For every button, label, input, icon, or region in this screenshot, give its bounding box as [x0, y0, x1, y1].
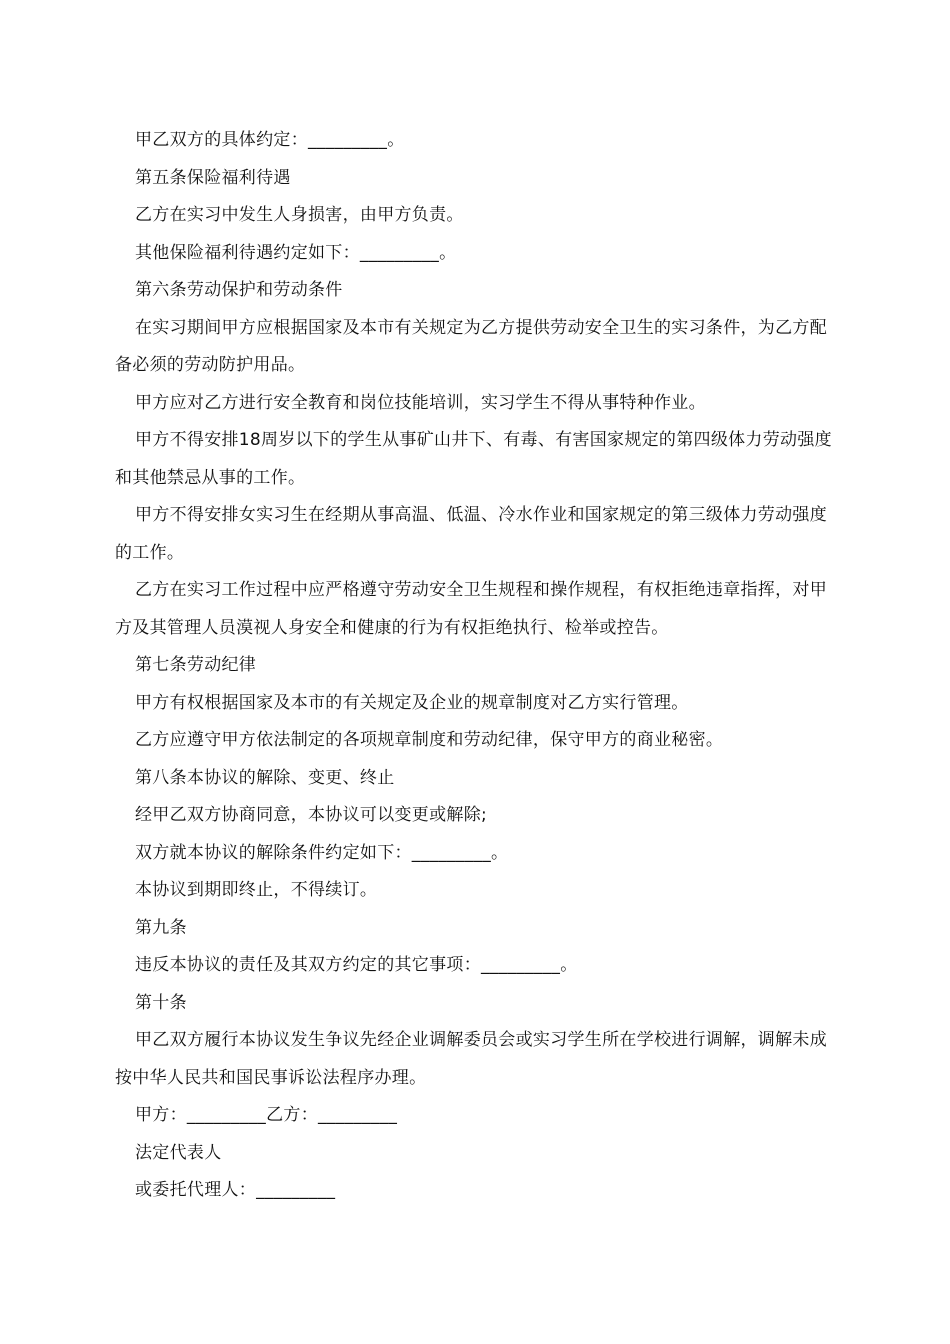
paragraph-safety-conditions: 在实习期间甲方应根据国家及本市有关规定为乙方提供劳动安全卫生的实习条件，为乙方配备必须的劳动防护用品。 [115, 317, 827, 375]
paragraph-other-insurance: 其他保险福利待遇约定如下：_________。 [135, 242, 457, 263]
paragraph-breach-liability: 违反本协议的责任及其双方约定的其它事项：_________。 [135, 955, 578, 975]
paragraph-safety-training: 甲方应对乙方进行安全教育和岗位技能培训，实习学生不得从事特种作业。 [135, 392, 706, 413]
paragraph-specific-agreement: 甲乙双方的具体约定：_________。 [135, 130, 405, 150]
paragraph-termination-conditions: 双方就本协议的解除条件约定如下：_________。 [135, 842, 509, 863]
document-body [115, 122, 835, 1210]
heading-article-10: 第十条 [135, 992, 187, 1013]
paragraph-confidentiality: 乙方应遵守甲方依法制定的各项规章制度和劳动纪律，保守甲方的商业秘密。 [135, 730, 724, 750]
heading-article-7: 第七条劳动纪律 [135, 655, 257, 675]
paragraph-minors-restriction: 甲方不得安排18周岁以下的学生从事矿山井下、有毒、有害国家规定的第四级体力劳动强度和其他禁忌从事的工作。 [115, 430, 832, 488]
paragraph-mutual-change: 经甲乙双方协商同意，本协议可以变更或解除; [135, 805, 488, 825]
heading-article-5: 第五条保险福利待遇 [135, 167, 291, 188]
signature-parties: 甲方：_________乙方：_________ [135, 1105, 398, 1125]
signature-authorized-agent: 或委托代理人：_________ [135, 1180, 336, 1200]
paragraph-management-right: 甲方有权根据国家及本市的有关规定及企业的规章制度对乙方实行管理。 [135, 692, 689, 713]
heading-article-6: 第六条劳动保护和劳动条件 [135, 280, 343, 300]
paragraph-student-rights: 乙方在实习工作过程中应严格遵守劳动安全卫生规程和操作规程，有权拒绝违章指挥，对甲方及其管理人员漠视人身安全和健康的行为有权拒绝执行、检举或控告。 [115, 580, 827, 638]
paragraph-dispute-resolution: 甲乙双方履行本协议发生争议先经企业调解委员会或实习学生所在学校进行调解，调解未成按中华人民共和国民事诉讼法程序办理。 [115, 1030, 827, 1088]
paragraph-expiry: 本协议到期即终止，不得续订。 [135, 880, 378, 900]
paragraph-injury-liability: 乙方在实习中发生人身损害，由甲方负责。 [135, 205, 464, 225]
heading-article-8: 第八条本协议的解除、变更、终止 [135, 767, 395, 788]
heading-article-9: 第九条 [135, 917, 187, 938]
paragraph-female-restriction: 甲方不得安排女实习生在经期从事高温、低温、冷水作业和国家规定的第三级体力劳动强度的工作。 [115, 505, 827, 563]
signature-legal-representative: 法定代表人 [135, 1142, 222, 1163]
